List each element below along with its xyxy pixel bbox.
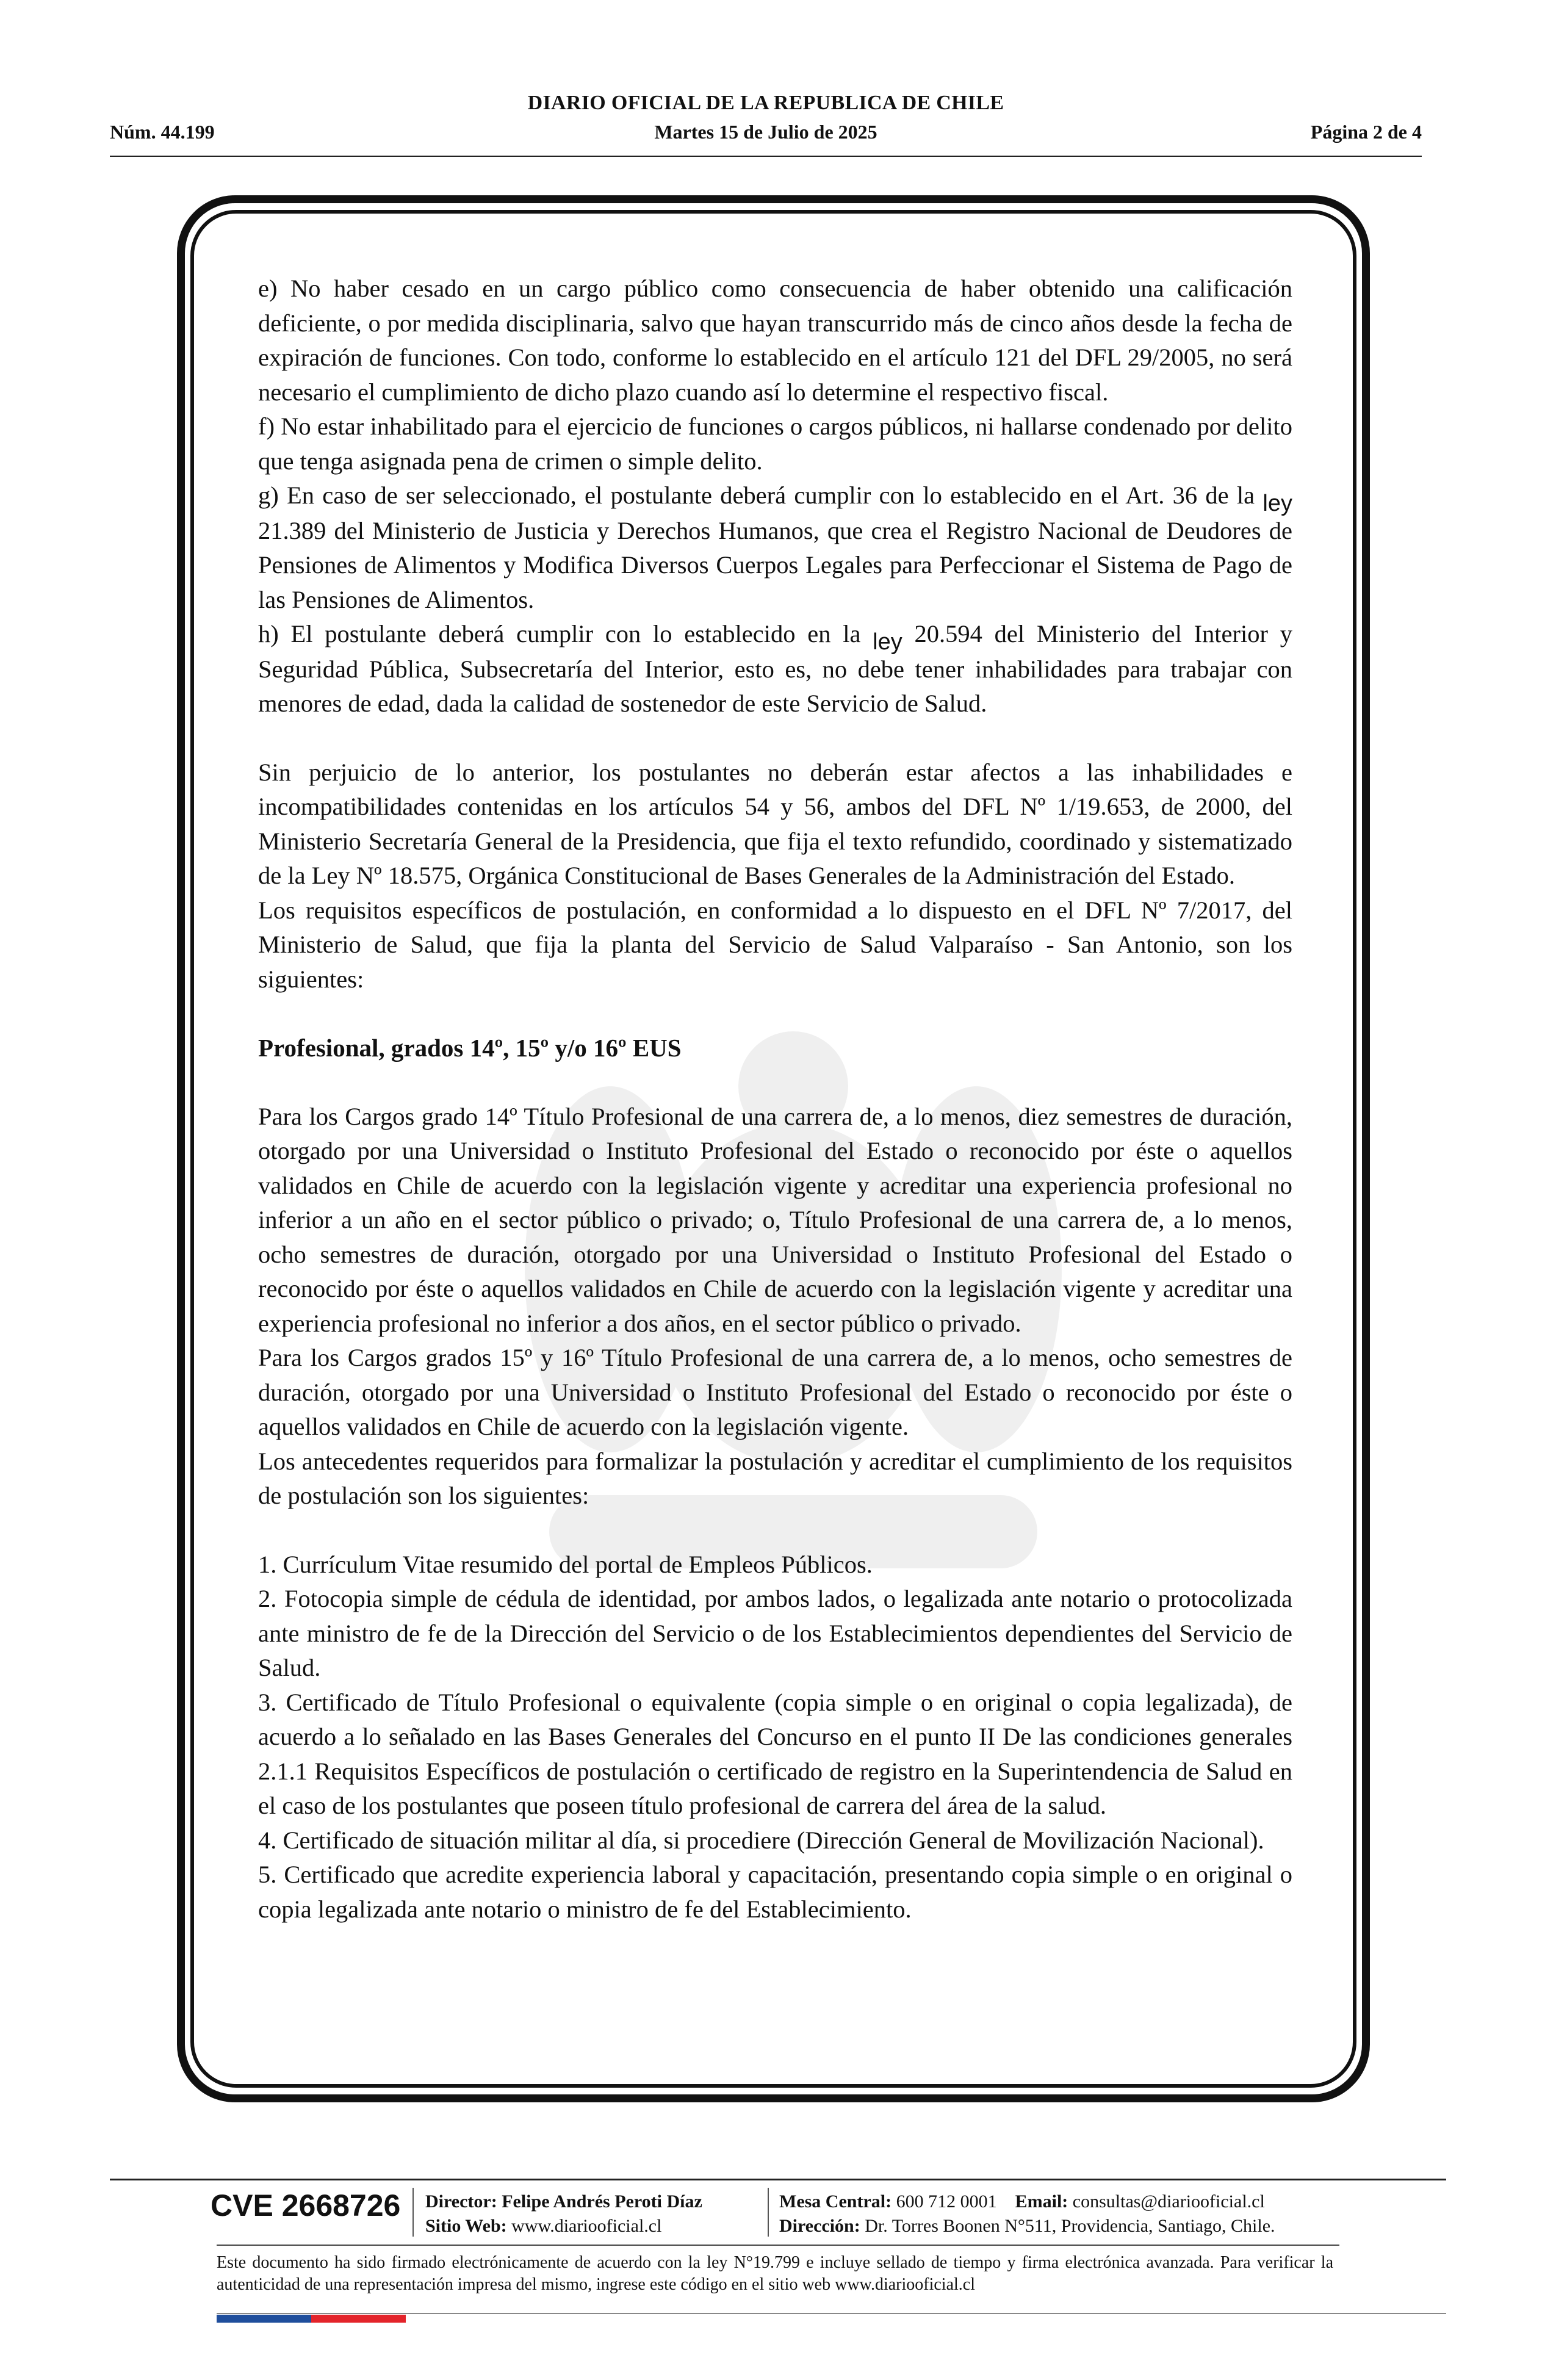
director-name: Felipe Andrés Peroti Díaz [502,2191,702,2212]
footer-director-block [425,2190,702,2238]
requirement-h-text-b: 20.594 del Ministerio del Interior y Seguridad Pública, Subsecretaría del Interior, esto es, no debe tener inhabilidades para trabajar con menores de edad, dada la calidad de sostenedor de este Servicio de Salud. [258,620,1293,717]
issue-date: Martes 15 de Julio de 2025 [654,121,877,143]
footer-separator [768,2188,769,2237]
header-divider [110,156,1422,157]
paragraph-gap [258,1513,1292,1548]
paragraph-gap [258,721,1292,755]
email-link[interactable]: consultas@diariooficial.cl [1072,2191,1265,2212]
paragraph-sin-perjuicio: Sin perjuicio de lo anterior, los postulantes no deberán estar afectos a las inhabilidades e incompatibilidades contenidas en los artículos 54 y 56, ambos del DFL Nº 1/19.653, de 2000, del Ministerio Secretaría General de la Presidencia, que fija el texto refundido, coordinado y sistematizado de la Ley Nº 18.575, Orgánica Constitucional de Bases Generales de la Administración del Estado. [258,758,1292,889]
ley-stamp: ley [1262,491,1292,516]
requirement-g-text-a: g) En caso de ser seleccionado, el postulante deberá cumplir con lo establecido en el Art. 36 de la [258,481,1255,509]
paragraph-grado-14: Para los Cargos grado 14º Título Profesional de una carrera de, a lo menos, diez semestres de duración, otorgado por una Universidad o Instituto Profesional del Estado o reconocido por éste o aquellos validados en Chile de acuerdo con la legislación vigente y acreditar una experiencia profesional no inferior a un año en el sector público o privado; o, Título Profesional de una carrera de, a lo menos, ocho semestres de duración, otorgado por una Universidad o Instituto Profesional del Estado o reconocido por éste o aquellos validados en Chile de acuerdo con la legislación vigente y acreditar una experiencia profesional no inferior a dos años, en el sector público o privado. [258,1102,1292,1337]
requirement-g [258,478,1292,617]
publication-title: DIARIO OFICIAL DE LA REPUBLICA DE CHILE [527,92,1004,114]
requirement-f: f) No estar inhabilitado para el ejercicio de funciones o cargos públicos, ni hallarse condenado por delito que tenga asignada pena de crimen o simple delito. [258,413,1292,475]
list-item: 2. Fotocopia simple de cédula de identidad, por ambos lados, o legalizada ante notario o protocolizada ante ministro de fe de la Dirección del Servicio o de los Establecimientos dependientes del Servicio de Salud. [258,1585,1292,1681]
paragraph-gap [258,1066,1292,1100]
list-item: 1. Currículum Vitae resumido del portal de Empleos Públicos. [258,1550,873,1578]
cve-code: CVE 2668726 [211,2188,401,2223]
footer-legal-notice: Este documento ha sido firmado electrónicamente de acuerdo con la ley N°19.799 e incluye sellado de tiempo y firma electrónica avanzada. Para verificar la autenticidad de una representación impresa del mismo, ingrese este código en el sitio web www.diariooficial.cl [217,2253,1333,2294]
mesa-phone: 600 712 0001 [896,2191,997,2212]
footer-bottom-rule [217,2313,1446,2314]
requirement-h [258,617,1292,721]
issue-number: Núm. 44.199 [110,121,215,143]
mesa-label: Mesa Central: [779,2191,892,2212]
director-label: Director: [425,2191,497,2212]
paragraph-grado-15-16: Para los Cargos grados 15º y 16º Título Profesional de una carrera de, a lo menos, ocho semestres de duración, otorgado por una Universidad o Instituto Profesional del Estado o reconocido por éste o aquellos validados en Chile de acuerdo con la legislación vigente. [258,1344,1292,1440]
site-link[interactable]: www.diariooficial.cl [511,2216,662,2236]
paragraph-gap [258,997,1292,1031]
document-body [258,272,1292,1927]
requirement-g-text-b: 21.389 del Ministerio de Justicia y Derechos Humanos, que crea el Registro Nacional de Deudores de Pensiones de Alimentos y Modifica Diversos Cuerpos Legales para Perfeccionar el Sistema de Pago de las Pensiones de Alimentos. [258,516,1292,613]
requirement-e: e) No haber cesado en un cargo público como consecuencia de haber obtenido una calificación deficiente, o por medida disciplinaria, salvo que hayan transcurrido más de cinco años desde la fecha de expiración de funciones. Con todo, conforme lo establecido en el artículo 121 del DFL 29/2005, no será necesario el cumplimiento de dicho plazo cuando así lo determine el respectivo fiscal. [258,275,1292,406]
address-value: Dr. Torres Boonen N°511, Providencia, Santiago, Chile. [865,2216,1275,2236]
site-label: Sitio Web: [425,2216,507,2236]
footer-contact-block [779,2190,1275,2238]
page-header [110,92,1422,159]
footer-mid-rule [217,2245,1339,2246]
email-label: Email: [1015,2191,1068,2212]
ley-stamp: ley [873,629,902,655]
section-heading: Profesional, grados 14º, 15º y/o 16º EUS [258,1034,682,1062]
page-number: Página 2 de 4 [1310,121,1422,143]
paragraph-antecedentes: Los antecedentes requeridos para formalizar la postulación y acreditar el cumplimiento de los requisitos de postulación son los siguientes: [258,1447,1292,1509]
flag-bar-red [311,2315,406,2323]
list-item: 5. Certificado que acredite experiencia laboral y capacitación, presentando copia simple o en original o copia legalizada ante notario o ministro de fe del Establecimiento. [258,1861,1292,1923]
footer-top-rule [110,2179,1446,2180]
requirement-h-text-a: h) El postulante deberá cumplir con lo establecido en la [258,620,861,647]
paragraph-requisitos: Los requisitos específicos de postulación, en conformidad a lo dispuesto en el DFL Nº 7/2017, del Ministerio de Salud, que fija la planta del Servicio de Salud Valparaíso - San Antonio, son los siguientes: [258,896,1292,993]
flag-bar-blue [217,2315,311,2323]
address-label: Dirección: [779,2216,860,2236]
list-item: 4. Certificado de situación militar al día, si procediere (Dirección General de Movilización Nacional). [258,1826,1264,1854]
list-item: 3. Certificado de Título Profesional o equivalente (copia simple o en original o copia legalizada), de acuerdo a lo señalado en las Bases Generales del Concurso en el punto II De las condiciones generales 2.1.1 Requisitos Específicos de postulación o certificado de registro en la Superintendencia de Salud en el caso de los postulantes que poseen título profesional de carrera del área de la salud. [258,1688,1292,1819]
footer-separator [412,2188,414,2237]
